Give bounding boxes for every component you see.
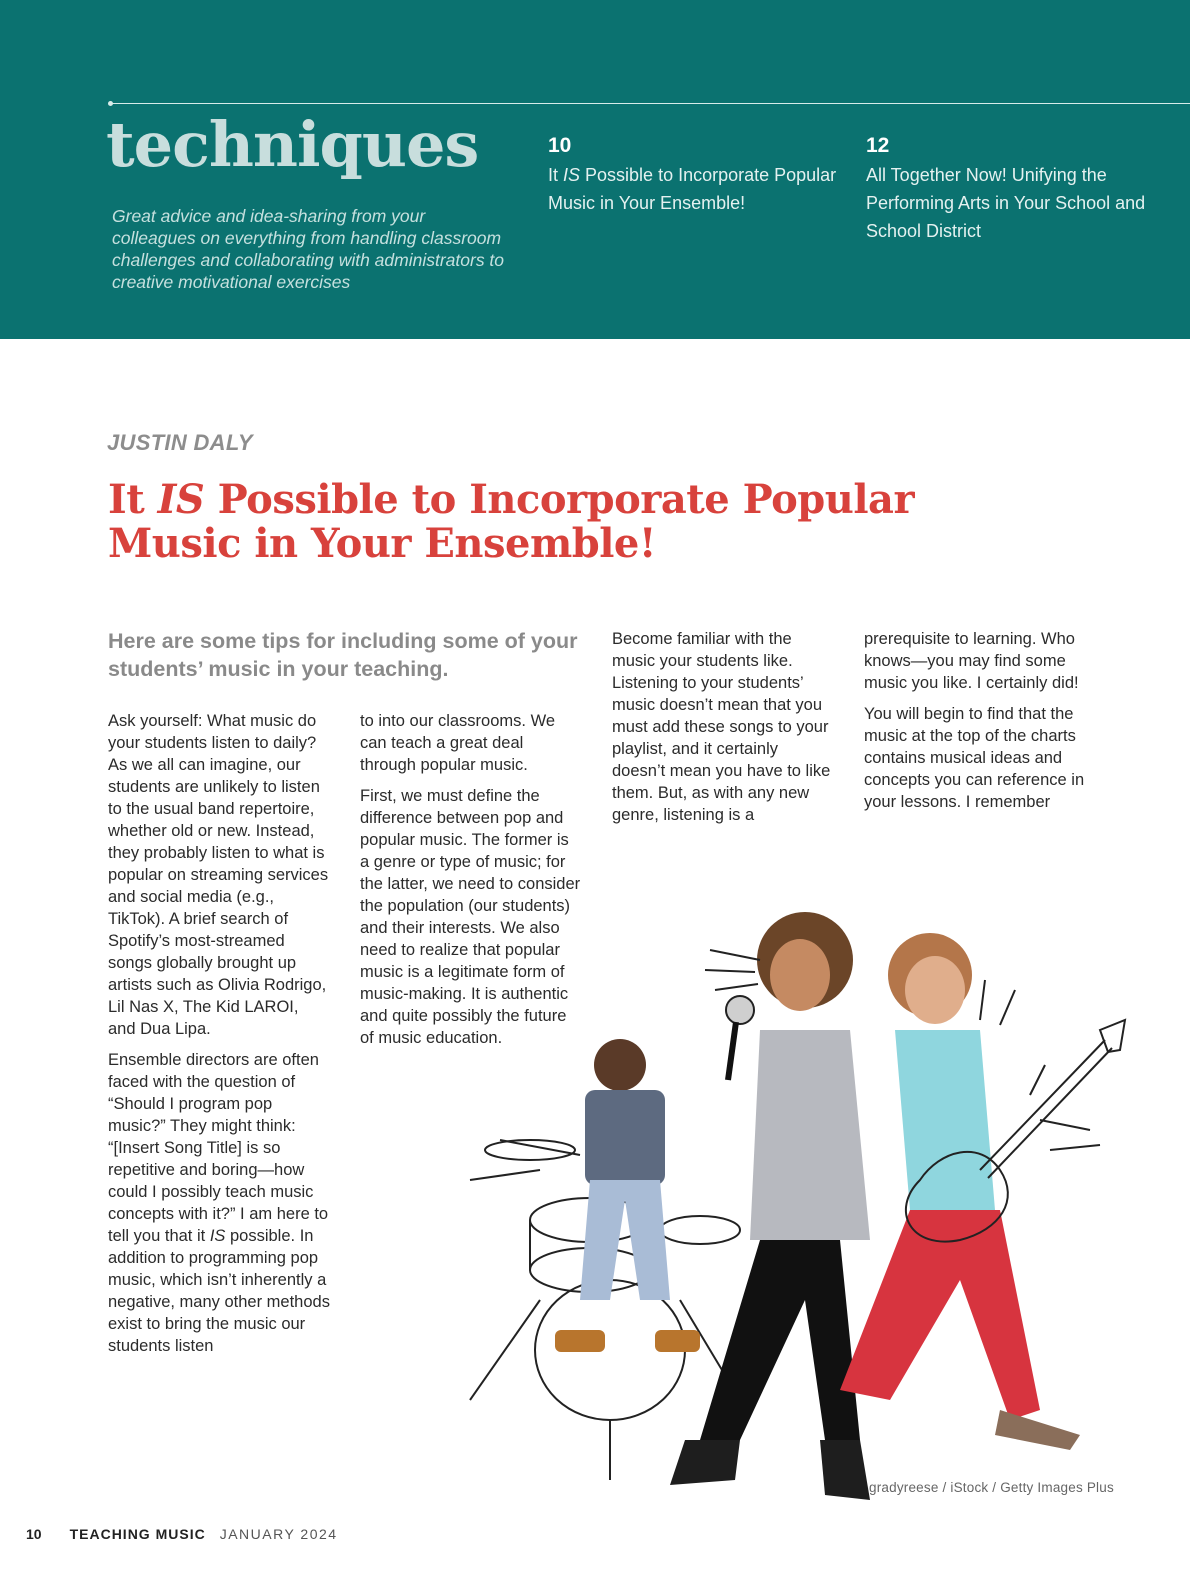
- author-byline: JUSTIN DALY: [107, 430, 253, 455]
- section-header: [0, 0, 1190, 339]
- paragraph: Ask yourself: What music do your students listen to daily? As we all can imagine, our students are unlikely to listen to the usual band repertoire, whether old or new. Instead, they probably listen to what is popular on streaming services and social media (e.g., TikTok). A brief search of Spotify’s most-streamed songs globally brought up artists such as Olivia Rodrigo, Lil Nas X, The Kid LAROI, and Dua Lipa.: [108, 712, 329, 1038]
- toc-title: It IS Possible to Incorporate Popular Music in Your Ensemble!: [548, 165, 837, 213]
- paragraph: prerequisite to learning. Who knows—you may find some music you like. I certainly did!: [864, 630, 1079, 692]
- page-footer: [26, 1526, 338, 1542]
- magazine-name: TEACHING MUSIC: [69, 1526, 206, 1542]
- singer-girl: [670, 912, 870, 1500]
- page-number: 10: [26, 1526, 42, 1542]
- toc-page-number: 10: [548, 134, 572, 157]
- paragraph: Become familiar with the music your students like. Listening to your students’ music doesn’t mean that you must add these songs to your playlist, and it certainly doesn’t mean you have to like them. But, as with any new genre, listening is a: [612, 630, 831, 824]
- article-deck: Here are some tips for including some of your students’ music in your teaching.: [108, 629, 578, 681]
- toc-item-10[interactable]: [548, 133, 848, 217]
- section-title: techniques: [106, 108, 479, 181]
- kids-band-photo: [440, 880, 1160, 1560]
- text-column-4: [864, 628, 1086, 822]
- paragraph: to into our classrooms. We can teach a great deal through popular music.: [360, 712, 556, 774]
- issue-date: JANUARY 2024: [219, 1526, 338, 1542]
- toc-item-12[interactable]: [866, 133, 1156, 245]
- text-column-3: [612, 628, 834, 835]
- article-headline: It IS Possible to Incorporate Popular Music in Your Ensemble!: [108, 476, 915, 567]
- drummer-boy: [555, 1039, 700, 1352]
- section-description: Great advice and idea-sharing from your colleagues on everything from handling classroom challenges and collaborating with administrators to creative motivational exercises: [112, 206, 505, 292]
- guitar-girl: [840, 933, 1125, 1450]
- paragraph: You will begin to find that the music at the top of the charts contains musical ideas and concepts you can reference in your lessons. I remember: [864, 705, 1085, 811]
- text-column-1: [108, 710, 330, 1366]
- toc-page-number: 12: [866, 134, 890, 157]
- toc-title: All Together Now! Unifying the Performing Arts in Your School and School District: [866, 165, 1146, 241]
- paragraph: First, we must define the difference between pop and popular music. The former is a genre or type of music; for the latter, we need to consider the population (our students) and their interests. We also need to realize that popular music is a legitimate form of music-making. It is authentic and quite possibly the future of music education.: [360, 787, 581, 1047]
- paragraph: Ensemble directors are often faced with the question of “Should I program pop music?” They might think: “[Insert Song Title] is so repetitive and boring—how could I possibly teach music concepts with it?” I am here to tell you that it IS possible. In addition to programming pop music, which isn’t inherently a negative, many other methods exist to bring the music our students listen: [108, 1051, 330, 1355]
- header-divider-dot: [108, 101, 113, 106]
- header-divider: [110, 103, 1190, 104]
- photo-credit: gradyreese / iStock / Getty Images Plus: [869, 1480, 1114, 1495]
